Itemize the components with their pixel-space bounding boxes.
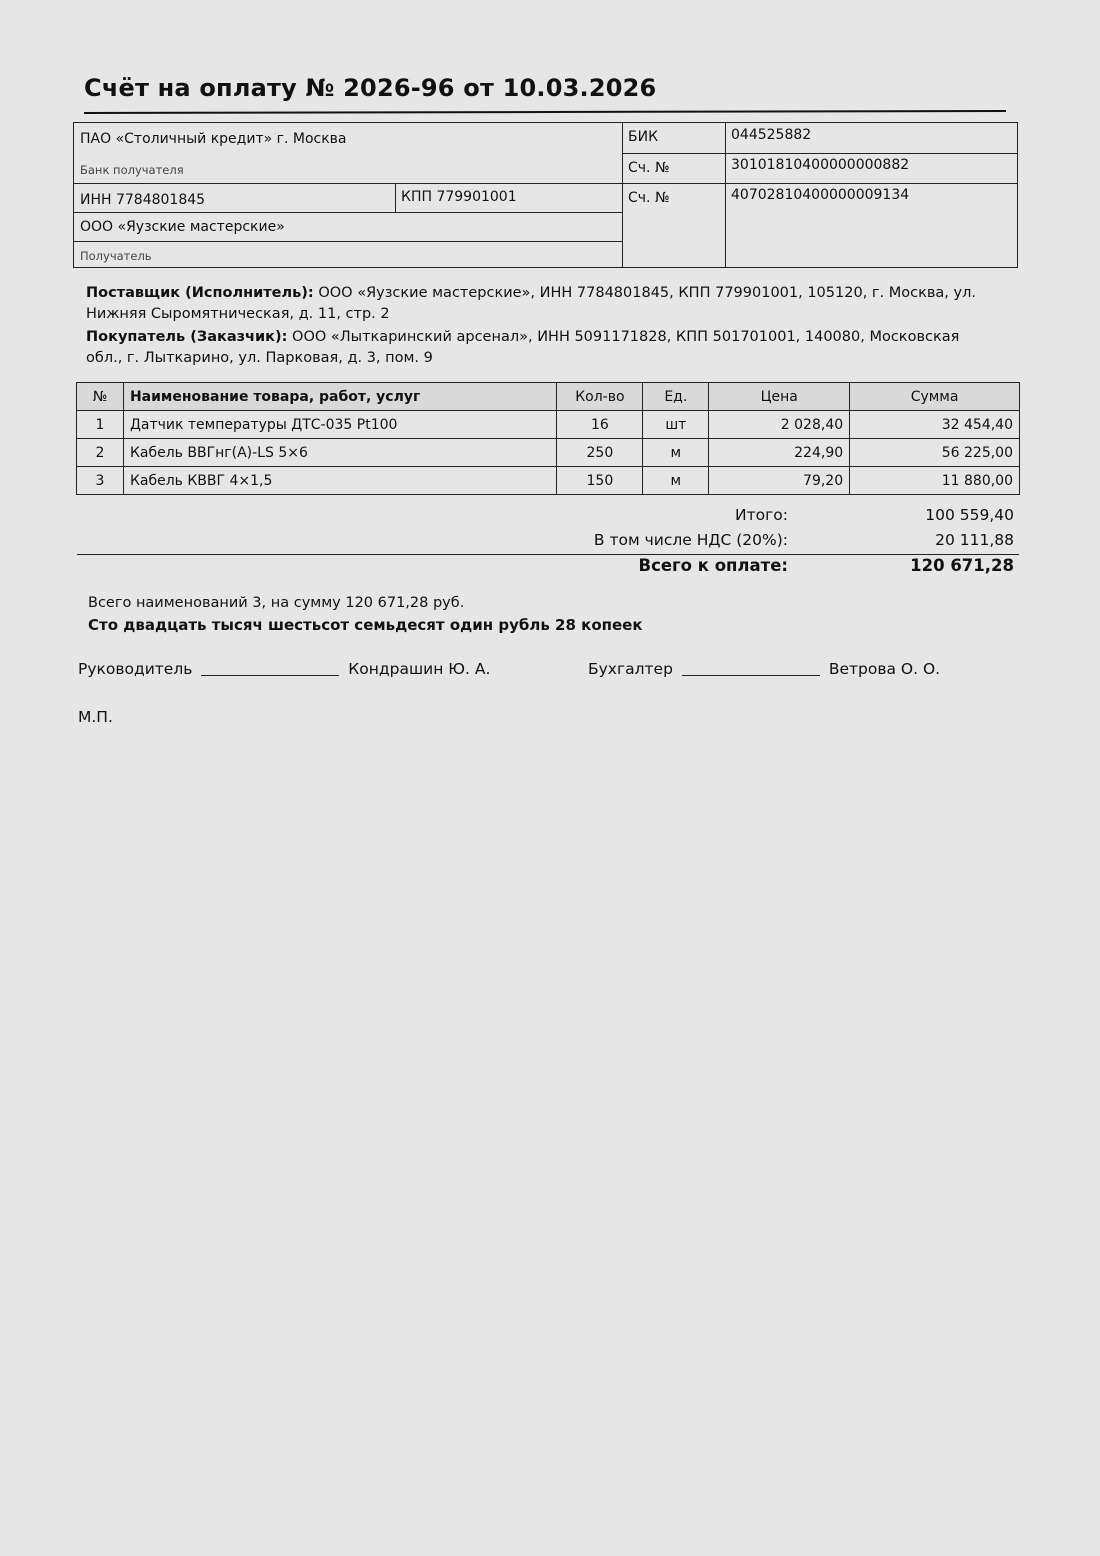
supplier-label: Поставщик (Исполнитель): [86, 285, 314, 301]
header-cell: Сумма [850, 383, 1020, 411]
row-name: Кабель ВВГнг(А)-LS 5×6 [123, 439, 556, 467]
row-quantity: 250 [557, 439, 643, 467]
row-unit: м [643, 439, 709, 467]
inn-value: ИНН 7784801845 [80, 192, 206, 208]
subtotal-value: 100 559,40 [925, 506, 1014, 524]
row-price: 2 028,40 [709, 411, 850, 439]
parties-block [86, 283, 986, 371]
header-cell: Наименование товара, работ, услуг [123, 383, 556, 411]
items-table [76, 382, 1020, 495]
summary-block [88, 592, 643, 636]
head-label: Руководитель [78, 660, 193, 678]
kpp-value: КПП 779901001 [401, 189, 517, 205]
header-cell: Кол-во [557, 383, 643, 411]
totals-divider [77, 554, 1019, 555]
title-divider [84, 110, 1006, 114]
bank-name: ПАО «Столичный кредит» г. Москва [80, 131, 347, 147]
bank-divider [74, 241, 622, 242]
bik-value: 044525882 [731, 127, 812, 143]
header-cell: № [77, 383, 124, 411]
account-label: Сч. № [628, 190, 670, 206]
row-number: 2 [77, 439, 124, 467]
grand-total-value: 120 671,28 [910, 556, 1014, 575]
header-cell: Ед. [643, 383, 709, 411]
table-row [77, 411, 1020, 439]
row-unit: шт [643, 411, 709, 439]
row-sum: 11 880,00 [850, 467, 1020, 495]
vat-value: 20 111,88 [935, 531, 1014, 549]
table-row [77, 439, 1020, 467]
buyer-text: ООО «Лыткаринский арсенал», ИНН 5091171828, КПП 501701001, 140080, Московская обл., г. Лыткарино, ул. Парковая, д. 3, пом. 9 [86, 329, 960, 366]
head-signature [78, 660, 490, 678]
row-price: 224,90 [709, 439, 850, 467]
corr-account-label: Сч. № [628, 160, 670, 176]
supplier-line [86, 283, 986, 325]
bank-name-caption: Банк получателя [80, 163, 184, 177]
vat-label: В том числе НДС (20%): [593, 531, 788, 549]
row-number: 3 [77, 467, 124, 495]
subtotal-row [458, 503, 1014, 528]
corr-account-value: 30101810400000000882 [731, 157, 910, 173]
buyer-line [86, 327, 986, 369]
recipient-caption: Получатель [80, 249, 152, 263]
row-price: 79,20 [709, 467, 850, 495]
row-unit: м [643, 467, 709, 495]
stamp-placeholder: М.П. [78, 708, 113, 726]
bank-divider [74, 212, 622, 213]
row-sum: 56 225,00 [850, 439, 1020, 467]
header-cell: Цена [709, 383, 850, 411]
row-name: Датчик температуры ДТС-035 Pt100 [123, 411, 556, 439]
accountant-label: Бухгалтер [588, 660, 673, 678]
bik-label: БИК [628, 129, 659, 145]
table-header-row [77, 383, 1020, 411]
vat-row [458, 528, 1014, 553]
subtotal-label: Итого: [735, 506, 788, 524]
grand-total-row [458, 553, 1014, 578]
amount-in-words: Сто двадцать тысяч шестьсот семьдесят один рубль 28 копеек [88, 616, 643, 634]
table-row [77, 467, 1020, 495]
signature-line [682, 675, 820, 676]
recipient-name: ООО «Яузские мастерские» [80, 219, 285, 235]
signature-line [201, 675, 339, 676]
accountant-signature [588, 660, 940, 678]
buyer-label: Покупатель (Заказчик): [86, 329, 288, 345]
account-value: 40702810400000009134 [731, 187, 910, 203]
grand-total-label: Всего к оплате: [638, 556, 788, 575]
accountant-name: Ветрова О. О. [828, 660, 941, 678]
head-name: Кондрашин Ю. А. [348, 660, 491, 678]
row-quantity: 150 [557, 467, 643, 495]
row-quantity: 16 [557, 411, 643, 439]
row-number: 1 [77, 411, 124, 439]
items-count-line: Всего наименований 3, на сумму 120 671,28 руб. [88, 595, 465, 611]
supplier-text: ООО «Яузские мастерские», ИНН 7784801845, КПП 779901001, 105120, г. Москва, ул. Нижняя Сыромятническая, д. 11, стр. 2 [86, 285, 976, 322]
row-sum: 32 454,40 [850, 411, 1020, 439]
bank-details-block [73, 122, 1018, 268]
totals-block [458, 503, 1014, 578]
row-name: Кабель КВВГ 4×1,5 [123, 467, 556, 495]
invoice-title: Счёт на оплату № 2026-96 от 10.03.2026 [84, 74, 657, 102]
